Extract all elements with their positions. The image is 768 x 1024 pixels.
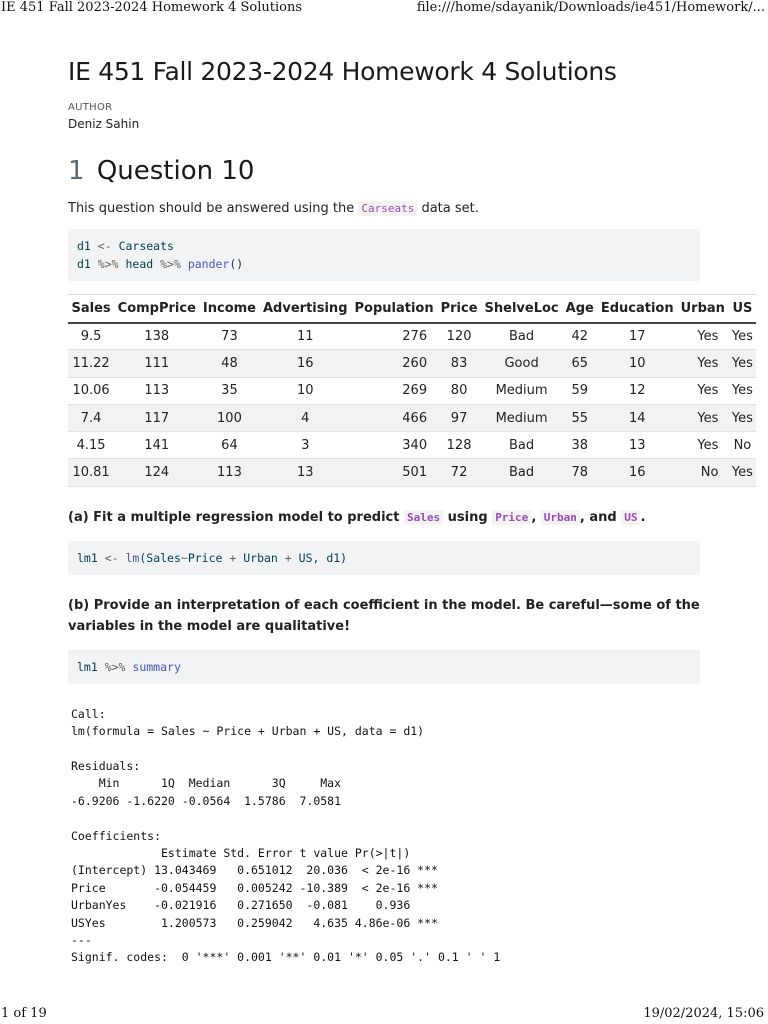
table-row bbox=[68, 432, 756, 459]
table-cell: Yes bbox=[677, 350, 728, 377]
question-a-text: , and bbox=[579, 509, 622, 525]
page-number: 1 of 19 bbox=[1, 1006, 47, 1021]
table-cell: Yes bbox=[728, 459, 756, 486]
table-cell: 128 bbox=[437, 432, 481, 459]
table-cell: 11.22 bbox=[68, 350, 114, 377]
table-cell: Medium bbox=[481, 404, 562, 431]
question-a-code: Urban bbox=[541, 510, 580, 525]
table-cell: Bad bbox=[481, 432, 562, 459]
table-cell: Yes bbox=[728, 350, 756, 377]
table-cell: 113 bbox=[114, 377, 199, 404]
column-header: ShelveLoc bbox=[481, 295, 562, 323]
table-row bbox=[68, 350, 756, 377]
table-cell: 38 bbox=[562, 432, 597, 459]
question-a-text: using bbox=[443, 509, 493, 525]
table-cell: Yes bbox=[728, 377, 756, 404]
print-header-url[interactable]: file:///home/sdayanik/Downloads/ie451/Homework/... bbox=[416, 0, 765, 15]
table-cell: Bad bbox=[481, 323, 562, 350]
code-line bbox=[77, 549, 691, 567]
table-cell: 73 bbox=[199, 323, 259, 350]
table-cell: 42 bbox=[562, 323, 597, 350]
code-line bbox=[77, 255, 691, 273]
code-token: Urban bbox=[236, 550, 285, 565]
intro-dataset-code: Carseats bbox=[358, 201, 417, 216]
code-line bbox=[77, 237, 691, 255]
table-cell: 55 bbox=[562, 404, 597, 431]
column-header: CompPrice bbox=[114, 295, 199, 323]
question-a-text: (a) Fit a multiple regression model to predict bbox=[68, 509, 404, 525]
document-title: IE 451 Fall 2023-2024 Homework 4 Solutions bbox=[68, 57, 617, 86]
column-header: Income bbox=[199, 295, 259, 323]
author-name: Deniz Sahin bbox=[68, 117, 140, 131]
section-heading bbox=[68, 153, 700, 189]
table-cell: 10.06 bbox=[68, 377, 114, 404]
print-datetime: 19/02/2024, 15:06 bbox=[643, 1006, 764, 1021]
table-cell: Yes bbox=[677, 432, 728, 459]
table-cell: 501 bbox=[351, 459, 437, 486]
table-cell: 72 bbox=[437, 459, 481, 486]
table-cell: 3 bbox=[260, 432, 352, 459]
question-a bbox=[68, 507, 700, 528]
print-header bbox=[0, 0, 768, 16]
code-operator: <- bbox=[97, 239, 112, 253]
table-cell: 48 bbox=[199, 350, 259, 377]
code-token: lm1 bbox=[77, 550, 105, 565]
code-token: head bbox=[118, 257, 161, 271]
table-cell: 35 bbox=[199, 377, 259, 404]
code-token: (Sales bbox=[139, 550, 181, 565]
author-label: AUTHOR bbox=[68, 102, 113, 113]
table-cell: 14 bbox=[597, 404, 677, 431]
table-cell: Medium bbox=[481, 377, 562, 404]
code-function: pander bbox=[180, 257, 230, 271]
question-a-text: . bbox=[640, 509, 646, 525]
table-cell: 260 bbox=[351, 350, 437, 377]
table-cell: 7.4 bbox=[68, 404, 114, 431]
table-cell: 13 bbox=[260, 459, 352, 486]
intro-text-before: This question should be answered using the bbox=[68, 201, 359, 216]
column-header: Advertising bbox=[260, 295, 352, 323]
code-block-fit-model[interactable] bbox=[68, 541, 700, 575]
code-operator: + bbox=[284, 550, 292, 565]
code-token: d1 bbox=[77, 239, 98, 253]
question-a-code: Sales bbox=[404, 510, 443, 525]
question-a-text: , bbox=[531, 509, 541, 525]
code-token: Price bbox=[187, 550, 230, 565]
code-block-summary[interactable] bbox=[68, 650, 700, 684]
table-row bbox=[68, 323, 756, 350]
table-cell: 141 bbox=[114, 432, 199, 459]
table-cell: 10 bbox=[597, 350, 677, 377]
table-cell: 4.15 bbox=[68, 432, 114, 459]
table-row bbox=[68, 404, 756, 431]
code-token: Carseats bbox=[111, 239, 174, 253]
column-header: Urban bbox=[677, 295, 728, 323]
table-cell: Yes bbox=[677, 323, 728, 350]
table-cell: 80 bbox=[437, 377, 481, 404]
question-a-code: Price bbox=[492, 510, 531, 525]
table-cell: 340 bbox=[351, 432, 437, 459]
table-cell: No bbox=[677, 459, 728, 486]
code-operator: %>% bbox=[104, 659, 126, 674]
table-cell: 4 bbox=[260, 404, 352, 431]
code-operator: <- bbox=[104, 550, 119, 565]
data-table-container[interactable] bbox=[68, 294, 753, 487]
code-function: summary bbox=[125, 659, 181, 674]
code-operator: %>% bbox=[160, 257, 181, 271]
table-cell: No bbox=[728, 432, 756, 459]
table-cell: 124 bbox=[114, 459, 199, 486]
code-token: d1 bbox=[77, 257, 98, 271]
table-cell: 111 bbox=[114, 350, 199, 377]
table-cell: 276 bbox=[351, 323, 437, 350]
table-cell: 100 bbox=[199, 404, 259, 431]
question-a-code: US bbox=[621, 510, 640, 525]
section-number: 1 bbox=[68, 156, 85, 186]
document-content bbox=[68, 50, 753, 967]
column-header: Age bbox=[562, 295, 597, 323]
code-token: () bbox=[229, 257, 244, 271]
table-cell: 59 bbox=[562, 377, 597, 404]
section-title: Question 10 bbox=[96, 156, 255, 186]
column-header: Education bbox=[597, 295, 677, 323]
code-operator: + bbox=[229, 550, 237, 565]
column-header: Price bbox=[437, 295, 481, 323]
table-cell: Yes bbox=[677, 377, 728, 404]
table-cell: 269 bbox=[351, 377, 437, 404]
print-footer bbox=[0, 1006, 768, 1024]
table-cell: 11 bbox=[260, 323, 352, 350]
table-row bbox=[68, 459, 756, 486]
code-block-load-data[interactable] bbox=[68, 229, 700, 281]
table-cell: Good bbox=[481, 350, 562, 377]
table-cell: 113 bbox=[199, 459, 259, 486]
table-cell: 117 bbox=[114, 404, 199, 431]
table-cell: Yes bbox=[677, 404, 728, 431]
question-b: (b) Provide an interpretation of each coefficient in the model. Be careful—some of the variables in the model are qualitative! bbox=[68, 597, 700, 634]
code-token: US, d1) bbox=[291, 550, 348, 565]
table-body bbox=[68, 323, 756, 487]
table-cell: Yes bbox=[728, 323, 756, 350]
table-cell: 65 bbox=[562, 350, 597, 377]
intro-text-after: data set. bbox=[417, 201, 479, 216]
table-cell: 16 bbox=[260, 350, 352, 377]
column-header: US bbox=[728, 295, 756, 323]
table-cell: Bad bbox=[481, 459, 562, 486]
table-header-row bbox=[68, 295, 756, 323]
code-line bbox=[77, 658, 691, 676]
table-cell: 64 bbox=[199, 432, 259, 459]
column-header: Sales bbox=[68, 295, 114, 323]
code-operator: %>% bbox=[97, 257, 119, 271]
carseats-table bbox=[68, 294, 756, 487]
table-cell: 17 bbox=[597, 323, 677, 350]
table-cell: 9.5 bbox=[68, 323, 114, 350]
table-cell: 83 bbox=[437, 350, 481, 377]
print-header-title: IE 451 Fall 2023-2024 Homework 4 Solutions bbox=[1, 0, 303, 15]
code-token: lm1 bbox=[77, 659, 105, 674]
regression-summary-output[interactable]: Call: lm(formula = Sales ~ Price + Urban + US, data = d1) Residuals: Min 1Q Median 3Q Max -6.9206 -1.6220 -0.0564 1.5786 7.0581 Coefficients: Estimate Std. Error t value Pr(>|t|) (Intercept) 13.043469 0.651012 20.036 < 2e-16 *** Price -0.054459 0.005242 -10.389 < 2e-16 *** UrbanYes -0.021916 0.271650 -0.081 0.936 USYes 1.200573 0.259042 4.635 4.86e-06 *** --- Signif. codes: 0 '***' 0.001 '**' 0.01 '*' 0.05 '.' 0.1 ' ' 1 bbox=[71, 706, 501, 965]
table-cell: Yes bbox=[728, 404, 756, 431]
table-cell: 466 bbox=[351, 404, 437, 431]
table-cell: 138 bbox=[114, 323, 199, 350]
table-cell: 16 bbox=[597, 459, 677, 486]
code-operator: ~ bbox=[180, 550, 188, 565]
code-function: lm bbox=[118, 550, 140, 565]
table-row bbox=[68, 377, 756, 404]
table-cell: 12 bbox=[597, 377, 677, 404]
table-cell: 13 bbox=[597, 432, 677, 459]
table-cell: 10.81 bbox=[68, 459, 114, 486]
table-cell: 10 bbox=[260, 377, 352, 404]
column-header: Population bbox=[351, 295, 437, 323]
table-cell: 97 bbox=[437, 404, 481, 431]
table-cell: 120 bbox=[437, 323, 481, 350]
intro-paragraph bbox=[68, 201, 700, 216]
table-cell: 78 bbox=[562, 459, 597, 486]
